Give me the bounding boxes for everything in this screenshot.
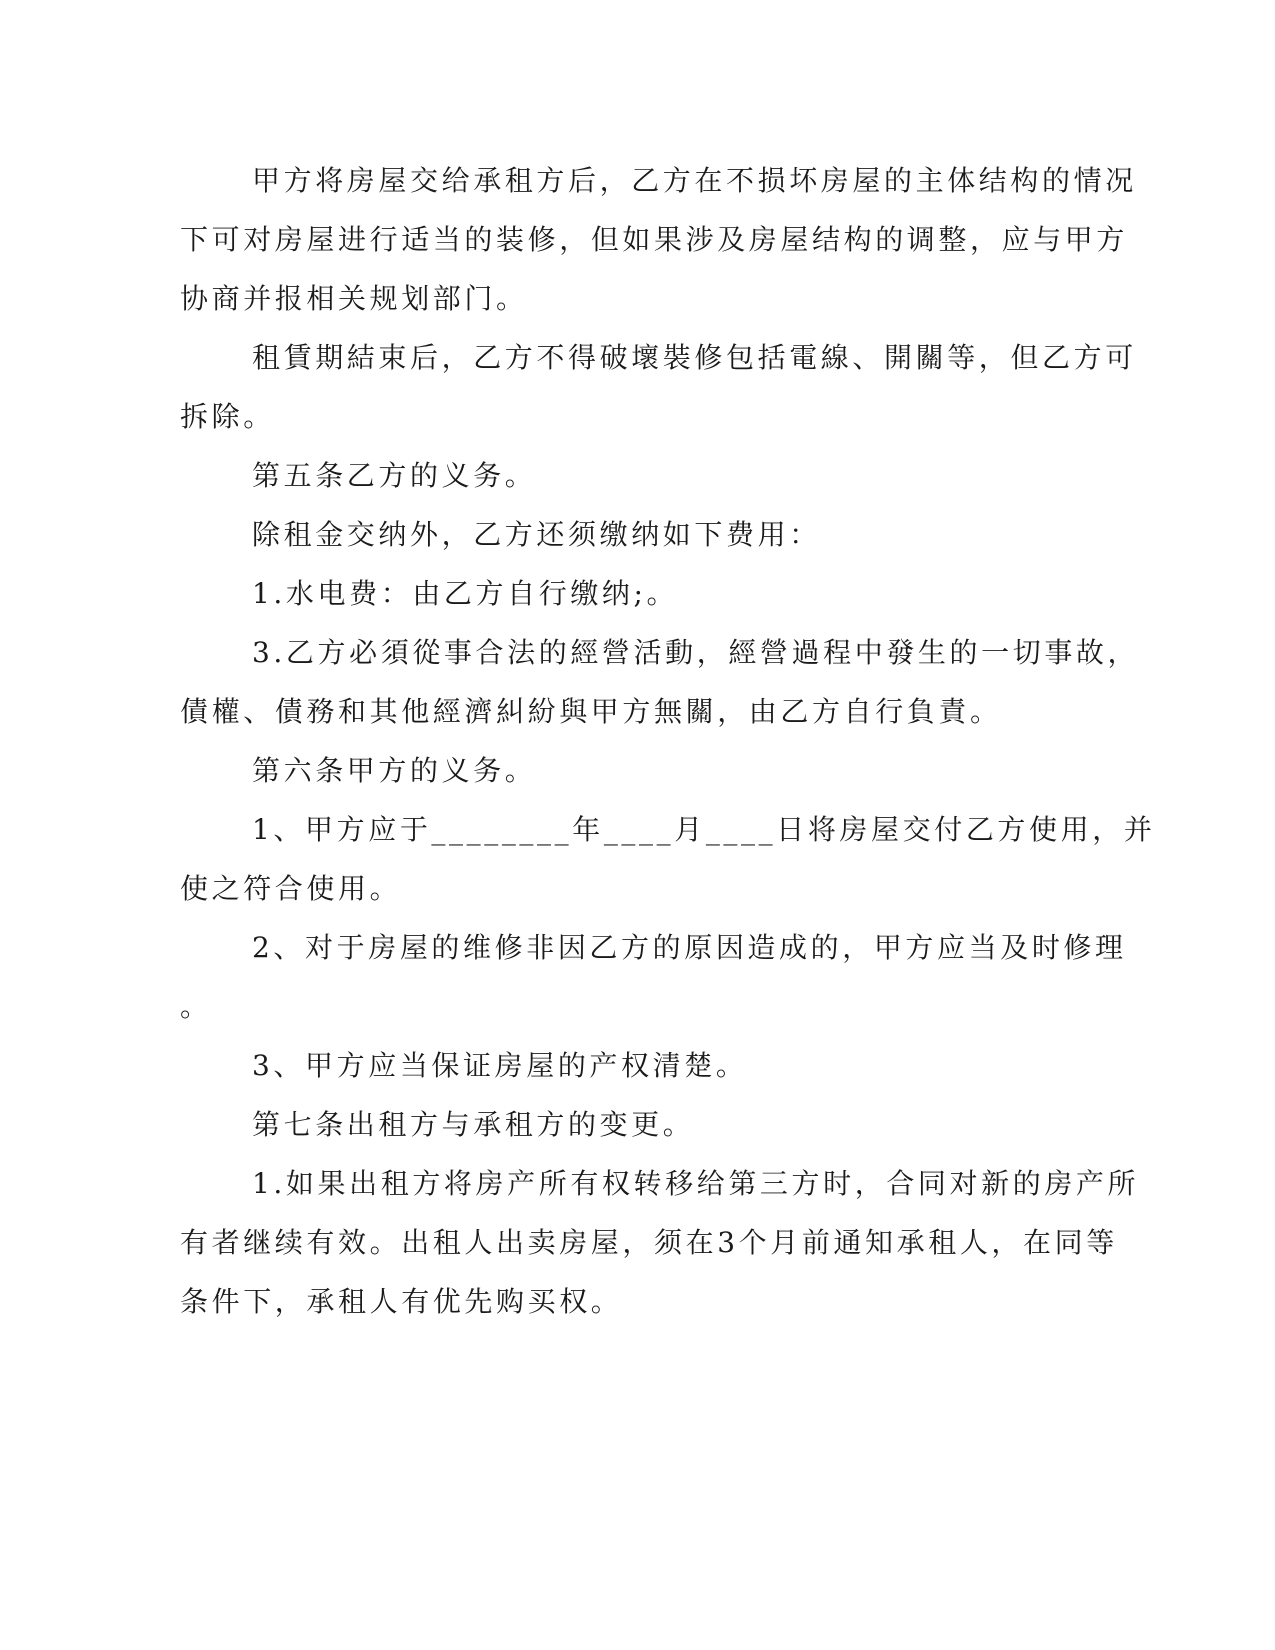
section-heading: 第七条出租方与承租方的变更。 [252,1108,695,1141]
paragraph-line: 协商并报相关规划部门。 [180,282,528,315]
paragraph-line: 。 [180,990,212,1023]
list-item: 1.如果出租方将房产所有权转移给第三方时，合同对新的房产所 [252,1167,1140,1200]
paragraph-line: 債權、債務和其他經濟糾紛與甲方無關，由乙方自行負責。 [180,695,1002,728]
list-item: 2、对于房屋的维修非因乙方的原因造成的，甲方应当及时修理 [252,931,1127,964]
list-item: 3.乙方必須從事合法的經營活動，經營過程中發生的一切事故， [252,636,1140,669]
list-item: 1、甲方应于________年____月____日将房屋交付乙方使用，并 [252,813,1156,846]
section-heading: 第六条甲方的义务。 [252,754,537,787]
list-item: 3、甲方应当保证房屋的产权清楚。 [252,1049,748,1082]
section-heading: 第五条乙方的义务。 [252,459,537,492]
paragraph-line: 使之符合使用。 [180,872,402,905]
paragraph-line: 甲方将房屋交给承租方后，乙方在不损坏房屋的主体结构的情况 [252,164,1137,197]
paragraph-line: 除租金交纳外，乙方还须缴纳如下费用： [252,518,821,551]
list-item: 1.水电费：由乙方自行缴纳;。 [252,577,679,610]
paragraph-line: 租賃期結束后，乙方不得破壞裝修包括電線、開關等，但乙方可 [252,341,1137,374]
paragraph-line: 有者继续有效。出租人出卖房屋，须在3个月前通知承租人，在同等 [180,1226,1118,1259]
paragraph-line: 下可对房屋进行适当的装修，但如果涉及房屋结构的调整，应与甲方 [180,223,1129,256]
paragraph-line: 拆除。 [180,400,275,433]
paragraph-line: 条件下，承租人有优先购买权。 [180,1285,623,1318]
